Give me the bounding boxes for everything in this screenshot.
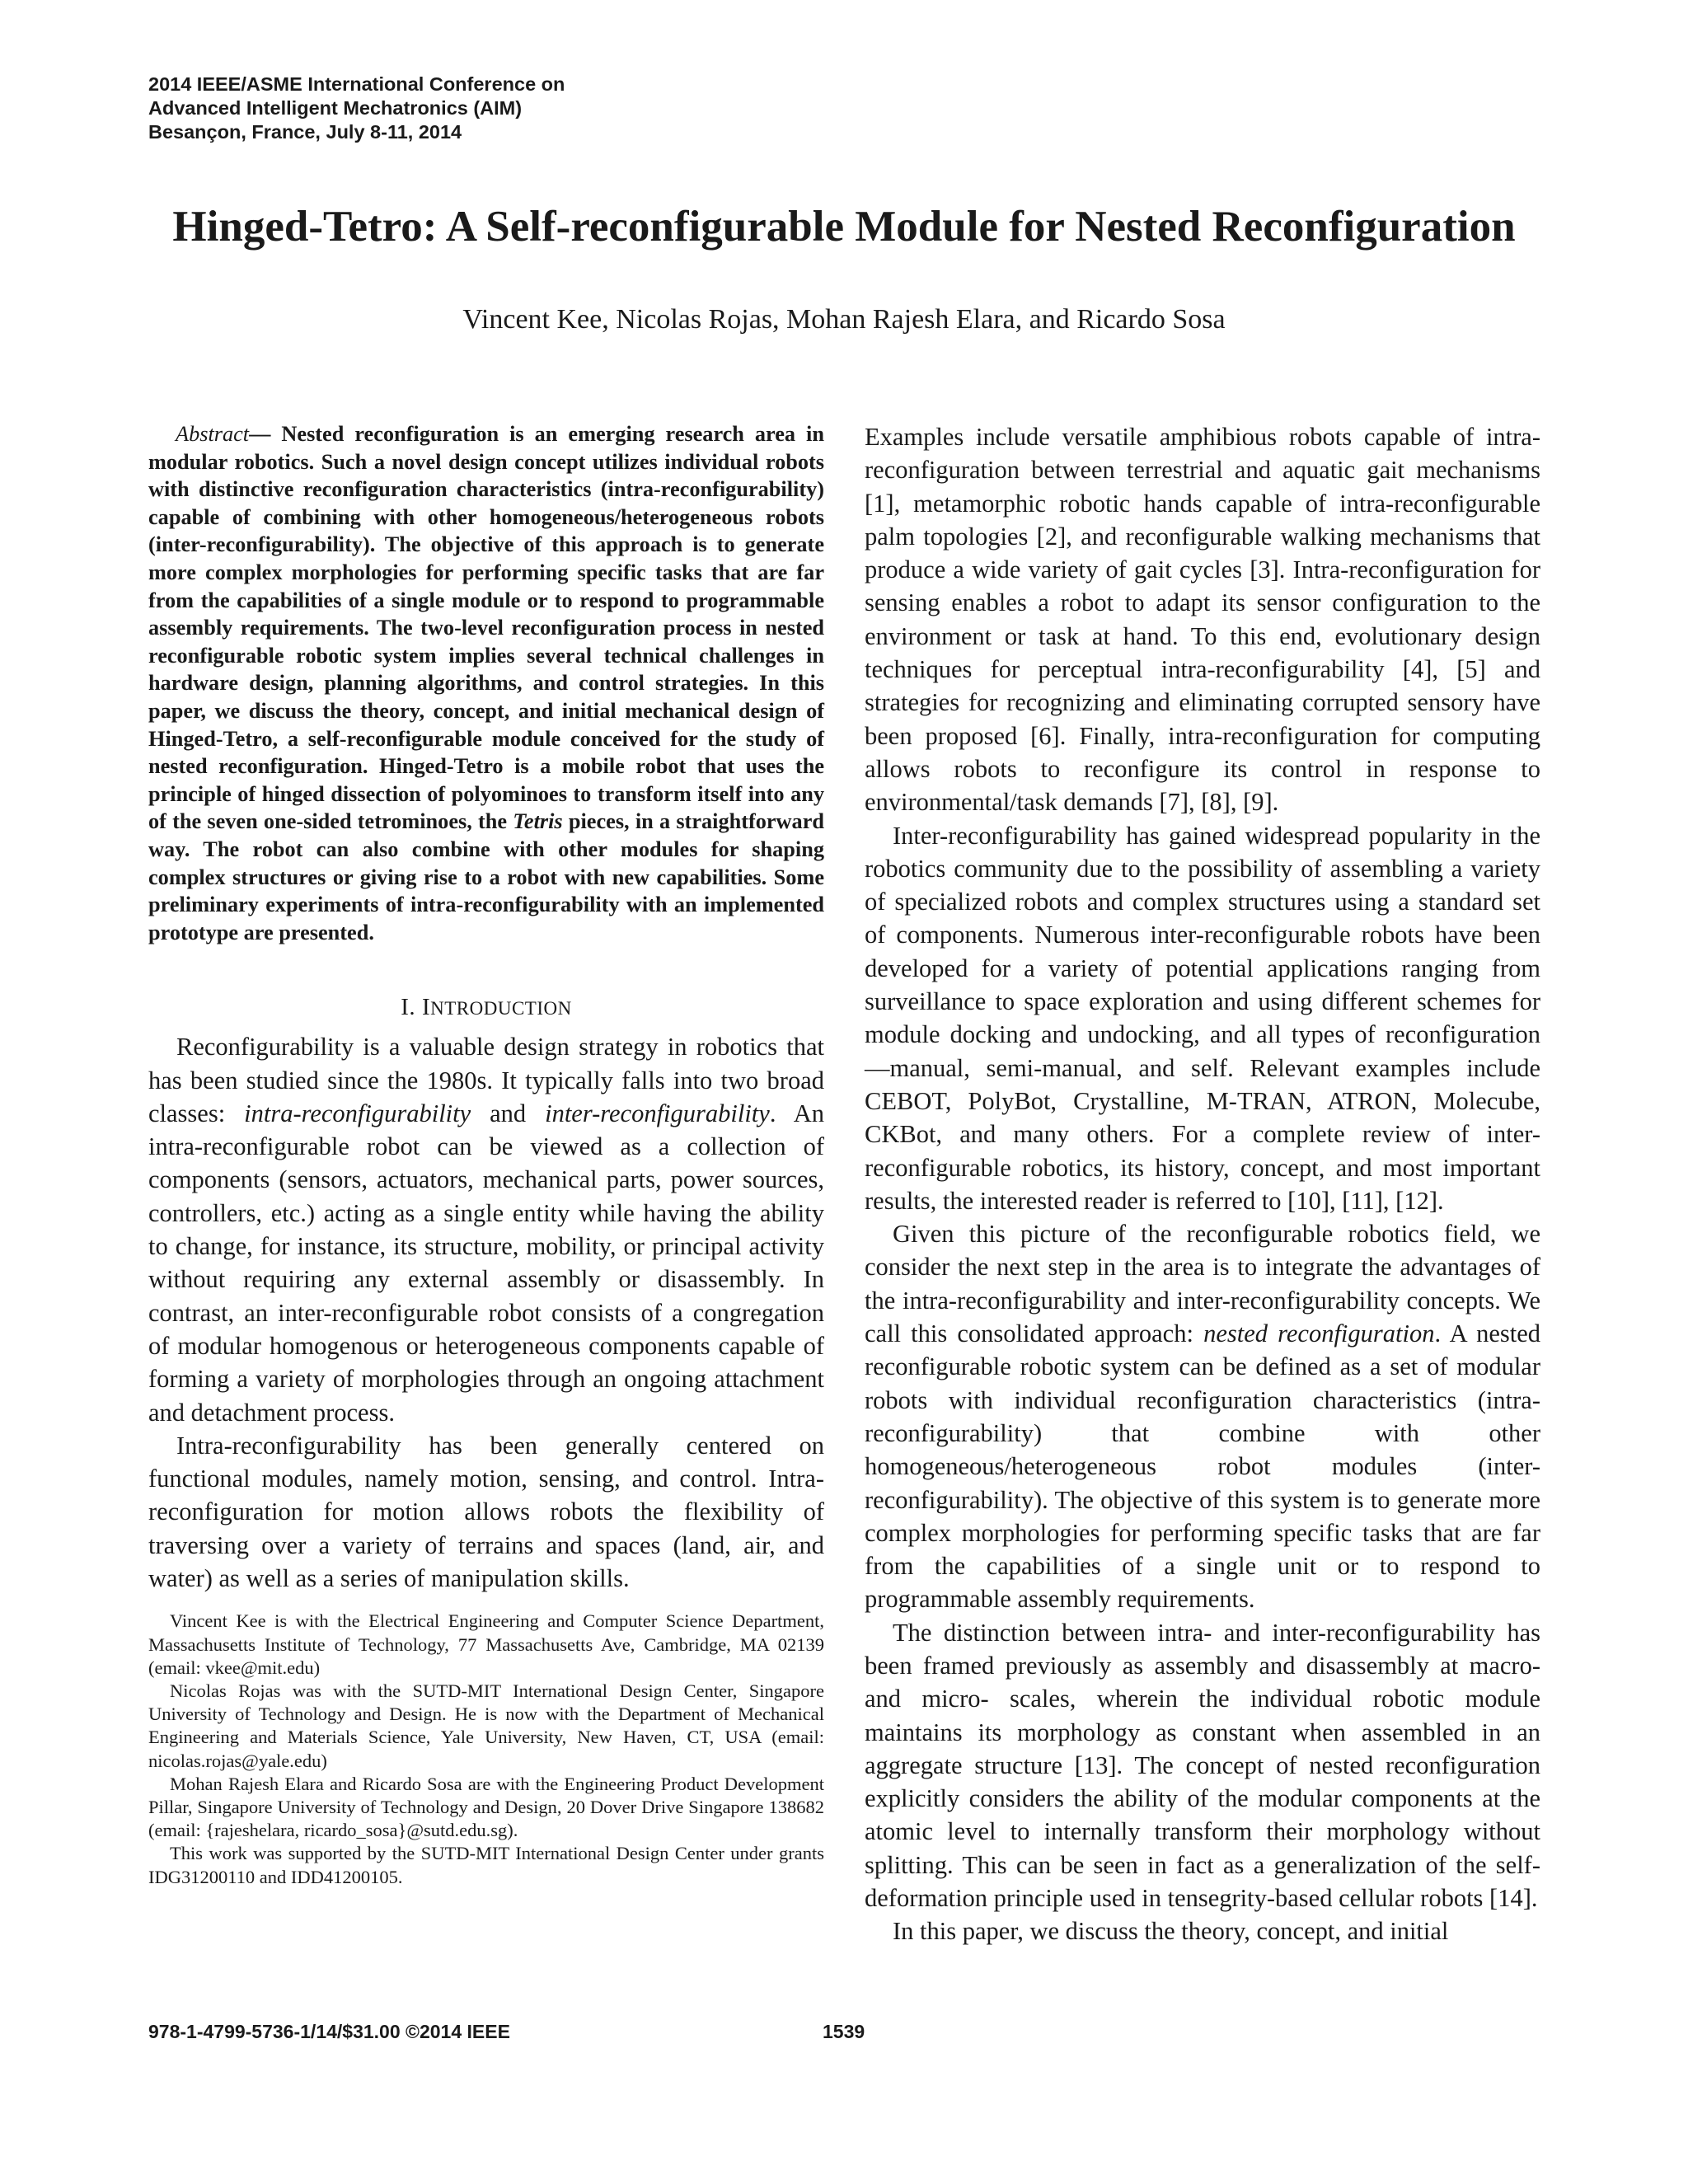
footnote-kee: Vincent Kee is with the Electrical Engineering and Computer Science Department, Massachusetts Institute of Technology, 77 Massachusetts Ave, Cambridge, MA 02139 (email: vkee@mit.edu) — [148, 1610, 824, 1678]
footer-isbn: 978-1-4799-5736-1/14/$31.00 ©2014 IEEE — [148, 2021, 510, 2042]
footnote-funding: This work was supported by the SUTD-MIT International Design Center under grants IDG31200110 and IDD41200105. — [148, 1843, 824, 1887]
section-title-rest: NTRODUCTION — [430, 998, 572, 1019]
footnote-elara-sosa: Mohan Rajesh Elara and Ricardo Sosa are with the Engineering Product Development Pillar, Singapore University of Technology and Design, 20 Dover Drive Singapore 138682 (email: {rajeshelara, ricardo_sosa}@sutd.edu.sg). — [148, 1773, 824, 1841]
section-numeral: I. — [401, 994, 422, 1021]
intro-paragraph-2: Intra-reconfigurability has been generally centered on functional modules, namely motion, sensing, and control. Intra-reconfiguration for motion allows robots the flexibility of traversing over a variety of terrains and spaces (land, air, and water) as well as a series of manipulation skills. — [148, 1431, 824, 1593]
paper-authors: Vincent Kee, Nicolas Rojas, Mohan Rajesh Elara, and Ricardo Sosa — [462, 304, 1226, 335]
abstract-tetris-term: Tetris — [513, 809, 563, 834]
right-paragraph-5: In this paper, we discuss the theory, concept, and initial — [893, 1917, 1449, 1946]
left-column — [148, 420, 824, 1889]
right-p3-text-a: Given this picture of the reconfigurable robotics field, we consider the next step in the area is to integrate the advantages of the intra-reconfigurability and inter-reconfigurability concepts. We call this consolidated approach: — [865, 1220, 1540, 1348]
right-paragraph-1: Examples include versatile amphibious robots capable of intra-reconfiguration between terrestrial and aquatic gait mechanisms [1], metamorphic robotic hands capable of intra-reconfigurable palm topologies [2], and reconfigurable walking mechanisms that produce a wide variety of gait cycles [3]. Intra-reconfiguration for sensing enables a robot to adapt its sensor configuration to the environment or task at hand. To this end, evolutionary design techniques for perceptual intra-reconfigurability [4], [5] and strategies for recognizing and eliminating corrupted sensory have been proposed [6]. Finally, intra-reconfiguration for computing allows robots to reconfigure its control in response to environmental/task demands [7], [8], [9]. — [865, 423, 1540, 817]
intro-term-intra: intra-reconfigurability — [244, 1099, 471, 1127]
conference-header — [148, 73, 565, 144]
paper-title: Hinged-Tetro: A Self-reconfigurable Module for Nested Reconfiguration — [172, 203, 1516, 251]
abstract — [148, 420, 824, 946]
conference-line-2: Advanced Intelligent Mechatronics (AIM) — [148, 97, 523, 119]
conference-line-3: Besançon, France, July 8-11, 2014 — [148, 121, 462, 143]
abstract-label: Abstract — [176, 422, 250, 446]
footnote-rojas: Nicolas Rojas was with the SUTD-MIT International Design Center, Singapore University of Technology and Design. He is now with the Department of Mechanical Engineering and Materials Science, Yale University, New Haven, CT, USA (email: nicolas.rojas@yale.edu) — [148, 1680, 824, 1771]
intro-p1-text-c: . An intra-reconfigurable robot can be viewed as a collection of components (sensors, actuators, mechanical parts, power sources, controllers, etc.) acting as a single entity while having the ability to change, for instance, its structure, mobility, or principal activity without requiring any external assembly or disassembly. In contrast, an inter-reconfigurable robot consists of a congregation of modular homogenous or heterogeneous components capable of forming a variety of morphologies through an ongoing attachment and detachment process. — [148, 1099, 824, 1427]
right-p3-text-b: . A nested reconfigurable robotic system can be defined as a set of modular robots with individual reconfiguration characteristics (intra-reconfigurability) that combine with other homogeneous/heterogeneous robot modules (inter-reconfigurability). The objective of this system is to generate more complex morphologies for performing specific tasks that are far from the capabilities of a single unit or to respond to programmable assembly requirements. — [865, 1319, 1540, 1614]
abstract-text-1: Nested reconfiguration is an emerging research area in modular robotics. Such a novel design concept utilizes individual robots with distinctive reconfiguration characteristics (intra-reconfigurability) capable of combining with other homogeneous/heterogeneous robots (inter-reconfigurability). The objective of this approach is to generate more complex morphologies for performing specific tasks that are far from the capabilities of a single module or to respond to programmable assembly requirements. The two-level reconfiguration process in nested reconfigurable robotic system implies several technical challenges in hardware design, planning algorithms, and control strategies. In this paper, we discuss the theory, concept, and initial mechanical design of Hinged-Tetro, a self-reconfigurable module conceived for the study of nested reconfiguration. Hinged-Tetro is a mobile robot that uses the principle of hinged dissection of polyominoes to transform itself into any of the seven one-sided tetrominoes, the — [148, 422, 824, 834]
right-column — [865, 420, 1540, 1948]
section-initial: I — [421, 994, 431, 1021]
intro-paragraph-1 — [148, 1030, 824, 1429]
page-number: 1539 — [823, 2021, 865, 2042]
right-paragraph-3 — [865, 1217, 1540, 1616]
author-footnotes — [148, 1610, 824, 1888]
abstract-dash: — — [249, 422, 282, 446]
abstract-text-2: pieces, in a straightforward way. The robot can also combine with other modules for shaping complex structures or giving rise to a robot with new capabilities. Some preliminary experiments of intra-reconfigurability with an implemented prototype are presented. — [148, 809, 824, 944]
right-paragraph-4: The distinction between intra- and inter-reconfigurability has been framed previously as assembly and disassembly at macro- and micro- scales, wherein the individual robotic module maintains its morphology as constant when assembled in an aggregate structure [13]. The concept of nested reconfiguration explicitly considers the ability of the modular components at the atomic level to internally transform their morphology without splitting. This can be seen in fact as a generalization of the self-deformation principle used in tensegrity-based cellular robots [14]. — [865, 1618, 1540, 1913]
term-nested-reconfiguration: nested reconfiguration — [1203, 1319, 1435, 1348]
intro-term-inter: inter-reconfigurability — [545, 1099, 770, 1127]
intro-p1-text-a: Reconfigurability is a valuable design strategy in robotics that has been studied since the 1980s. It typically falls into two broad classes: — [148, 1033, 824, 1127]
section-heading-introduction — [148, 992, 824, 1024]
conference-line-1: 2014 IEEE/ASME International Conference on — [148, 73, 565, 95]
right-paragraph-2: Inter-reconfigurability has gained widespread popularity in the robotics community due to the possibility of assembling a variety of specialized robots and complex structures using a standard set of components. Numerous inter-reconfigurable robots have been developed for a variety of potential applications ranging from surveillance to space exploration and using different schemes for module docking and undocking, and all types of reconfiguration —manual, semi-manual, and self. Relevant examples include CEBOT, PolyBot, Crystalline, M-TRAN, ATRON, Molecube, CKBot, and many others. For a complete review of inter-reconfigurable robotics, its history, concept, and most important results, the interested reader is referred to [10], [11], [12]. — [865, 821, 1540, 1215]
intro-p1-text-b: and — [471, 1099, 546, 1127]
